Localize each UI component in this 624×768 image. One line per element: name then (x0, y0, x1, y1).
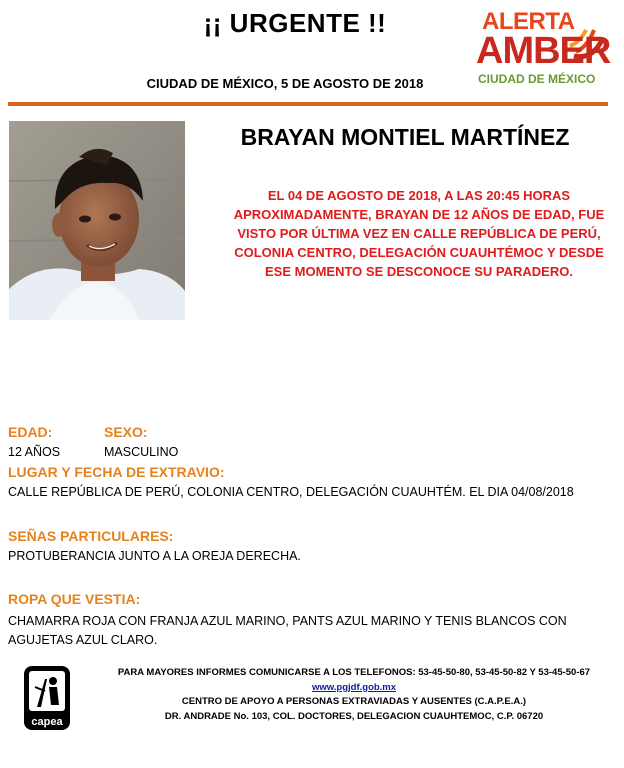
place-date-value: CALLE REPÚBLICA DE PERÚ, COLONIA CENTRO, DELEGACIÓN CUAUHTÉM. EL DIA 04/08/2018 (8, 485, 574, 499)
boy-portrait-photo (9, 121, 185, 320)
disappearance-description: EL 04 DE AGOSTO DE 2018, A LAS 20:45 HORAS APROXIMADAMENTE, BRAYAN DE 12 AÑOS DE EDAD, FUE VISTO POR ÚLTIMA VEZ EN CALLE REPÚBLICA DE PERÚ, COLONIA CENTRO, DELEGACIÓN CUAUHTÉMOC Y DESDE ESE MOMENTO SE DESCONOCE SU PARADERO. (233, 188, 605, 279)
footer-address: DR. ANDRADE No. 103, COL. DOCTORES, DELEGACION CUAUHTEMOC, C.P. 06720 (164, 710, 544, 722)
header-divider (8, 102, 608, 106)
logo-alerta-text: ALERTA (482, 8, 575, 35)
age-label: EDAD: (8, 424, 53, 440)
age-value: 12 AÑOS (8, 445, 61, 459)
capea-logo-icon (23, 665, 71, 731)
clothing-label: ROPA QUE VESTIA: (8, 591, 141, 607)
sex-value: MASCULINO (104, 445, 179, 459)
website-link[interactable]: www.pgjdf.gob.mx (311, 681, 397, 693)
person-name: BRAYAN MONTIEL MARTÍNEZ (240, 124, 570, 150)
distinguishing-marks-label: SEÑAS PARTICULARES: (8, 528, 174, 544)
sex-label: SEXO: (104, 424, 148, 440)
logo-city-text: CIUDAD DE MÉXICO (478, 72, 596, 86)
alerta-amber-logo (470, 6, 610, 92)
footer-center: CENTRO DE APOYO A PERSONAS EXTRAVIADAS Y AUSENTES (C.A.P.E.A.) (181, 696, 527, 707)
logo-amber-text: AMBER (476, 30, 611, 72)
contact-footer (104, 666, 604, 724)
clothing-value: CHAMARRA ROJA CON FRANJA AZUL MARINO, PANTS AZUL MARINO Y TENIS BLANCOS CON AGUJETAS AZUL CLARO. (8, 614, 567, 647)
capea-logo-text: capea (31, 716, 63, 728)
urgent-heading: ¡¡ URGENTE !! (203, 8, 387, 38)
place-date-label: LUGAR Y FECHA DE EXTRAVIO: (8, 464, 225, 480)
distinguishing-marks-value: PROTUBERANCIA JUNTO A LA OREJA DERECHA. (8, 549, 301, 563)
footer-phones: PARA MAYORES INFORMES COMUNICARSE A LOS TELEFONOS: 53-45-50-80, 53-45-50-82 Y 53-45-50-67 (117, 667, 591, 678)
city-date-line: CIUDAD DE MÉXICO, 5 DE AGOSTO DE 2018 (146, 76, 424, 91)
